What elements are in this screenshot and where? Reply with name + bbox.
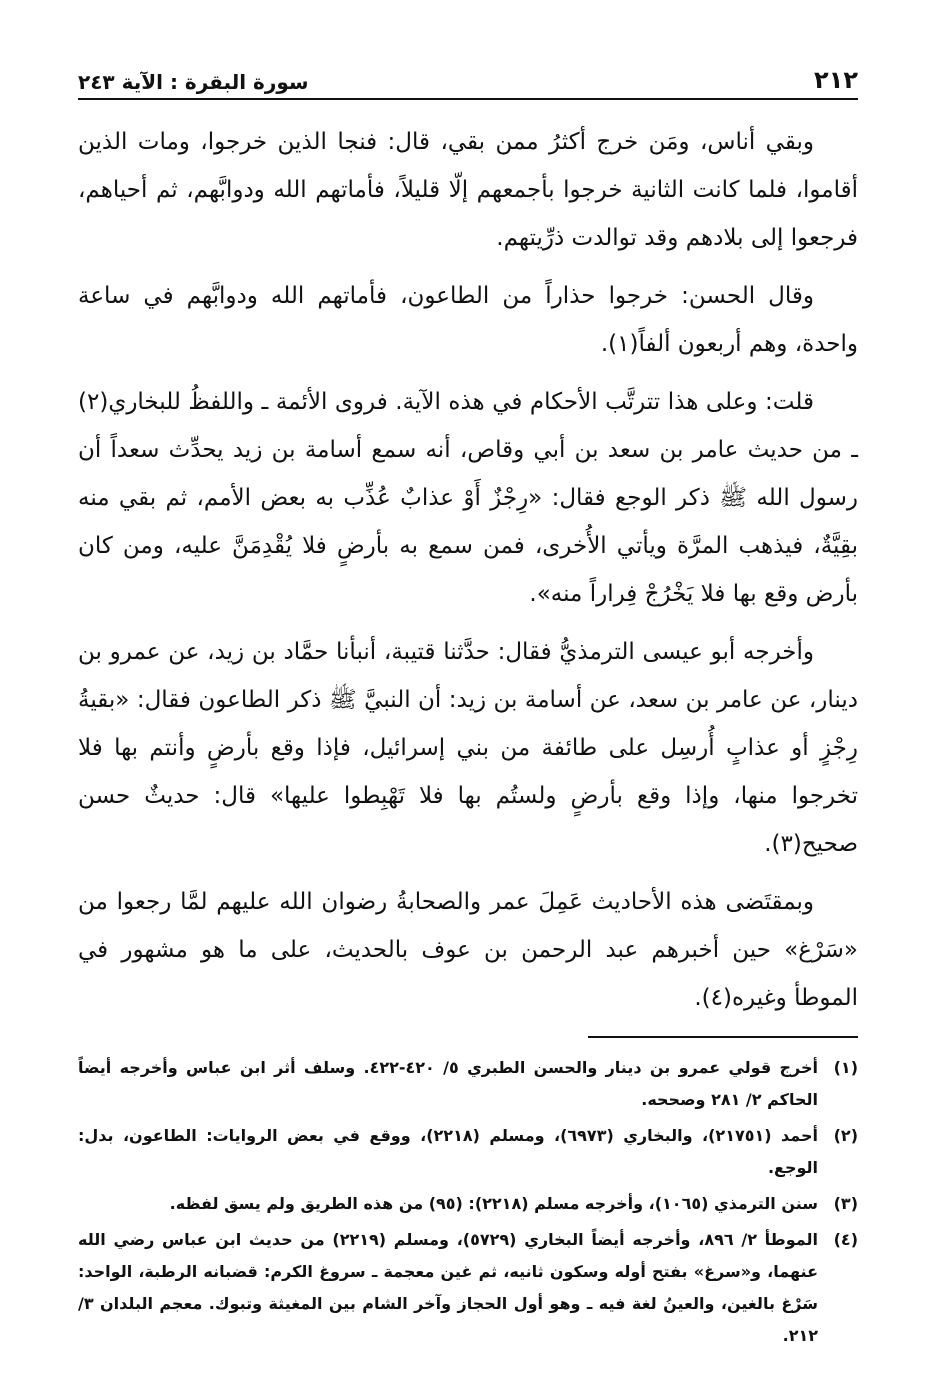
paragraph: وبمقتَضى هذه الأحاديث عَمِلَ عمر والصحابةُ رضوان الله عليهم لمَّا رجعوا من «سَرْغ» حين أخبرهم عبد الرحمن بن عوف بالحديث، على ما هو مشهور في الموطأ وغيره(٤). bbox=[78, 889, 858, 1011]
footnotes bbox=[78, 1052, 858, 1352]
footnote bbox=[78, 1120, 858, 1184]
paragraph: وأخرجه أبو عيسى الترمذيُّ فقال: حدَّثنا قتيبة، أنبأنا حمَّاد بن زيد، عن عمرو بن دينار، عن عامر بن سعد، عن أسامة بن زيد: أن النبيَّ ﷺ ذكر الطاعون فقال: «بقيةُ رِجْزٍ أو عذابٍ أُرسِل على طائفة من بني إسرائيل، فإذا وقع بأرضٍ وأنتم بها فلا تخرجوا منها، وإذا وقع بأرضٍ ولستُم بها فلا تَهْبِطوا عليها» قال: حديثٌ حسن صحيح(٣). bbox=[78, 639, 858, 857]
footnote-separator bbox=[588, 1036, 858, 1038]
footnote-text: سنن الترمذي (١٠٦٥)، وأخرجه مسلم (٢٢١٨): (٩٥) من هذه الطريق ولم يسق لفظه. bbox=[169, 1194, 818, 1213]
book-page bbox=[78, 58, 858, 1356]
footnote-number: (٤) bbox=[833, 1230, 858, 1249]
main-text bbox=[78, 118, 858, 1022]
footnote-text: الموطأ ٢/ ٨٩٦، وأخرجه أيضاً البخاري (٥٧٢٩)، ومسلم (٢٢١٩) من حديث ابن عباس رضي الله عنهما، و«سرغ» بفتح أوله وسكون ثانيه، ثم غين معجمة ـ سروغ الكرم: قضبانه الرطبة، الواحد: سَرْغ بالغين، والعينُ لغة فيه ـ وهو أول الحجاز وآخر الشام بين المغيثة وتبوك. معجم البلدان ٣/ ٢١٢. bbox=[78, 1230, 819, 1345]
footnote-number: (٢) bbox=[833, 1126, 858, 1145]
paragraph: وقال الحسن: خرجوا حذاراً من الطاعون، فأماتهم الله ودوابَّهم في ساعة واحدة، وهم أربعون ألفاً(١). bbox=[78, 283, 858, 357]
running-title: سورة البقرة : الآية ٢٤٣ bbox=[78, 70, 309, 94]
footnote bbox=[78, 1224, 858, 1352]
paragraph: قلت: وعلى هذا تترتَّب الأحكام في هذه الآية. فروى الأئمة ـ واللفظُ للبخاري(٢) ـ من حديث عامر بن سعد بن أبي وقاص، أنه سمع أسامة بن زيد يحدِّث سعداً أن رسول الله ﷺ ذكر الوجع فقال: «رِجْزٌ أَوْ عذابٌ عُذِّب به بعض الأمم، ثم بقي منه بقِيَّةٌ، فيذهب المرَّة ويأتي الأُخرى، فمن سمع به بأرضٍ فلا يُقْدِمَنَّ عليه، ومن كان بأرض وقع بها فلا يَخْرُجْ فِراراً منه». bbox=[78, 389, 858, 607]
page-number: ٢١٢ bbox=[814, 66, 858, 94]
page-header bbox=[78, 58, 858, 100]
footnote-number: (٣) bbox=[833, 1194, 858, 1213]
footnote bbox=[78, 1188, 858, 1220]
paragraph: وبقي أناس، ومَن خرج أكثرُ ممن بقي، قال: فنجا الذين خرجوا، ومات الذين أقاموا، فلما كانت الثانية خرجوا بأجمعهم إلّا قليلاً، فأماتهم الله ودوابَّهم، ثم أحياهم، فرجعوا إلى بلادهم وقد توالدت ذرِّيتهم. bbox=[78, 129, 858, 251]
footnote bbox=[78, 1052, 858, 1116]
footnote-text: أحمد (٢١٧٥١)، والبخاري (٦٩٧٣)، ومسلم (٢٢١٨)، ووقع في بعض الروايات: الطاعون، بدل: الوجع. bbox=[78, 1126, 818, 1177]
footnote-text: أخرج قولي عمرو بن دينار والحسن الطبري ٥/ ٤٢٠-٤٢٢. وسلف أثر ابن عباس وأخرجه أيضاً الحاكم ٢/ ٢٨١ وصححه. bbox=[78, 1058, 819, 1109]
footnote-number: (١) bbox=[833, 1058, 858, 1077]
